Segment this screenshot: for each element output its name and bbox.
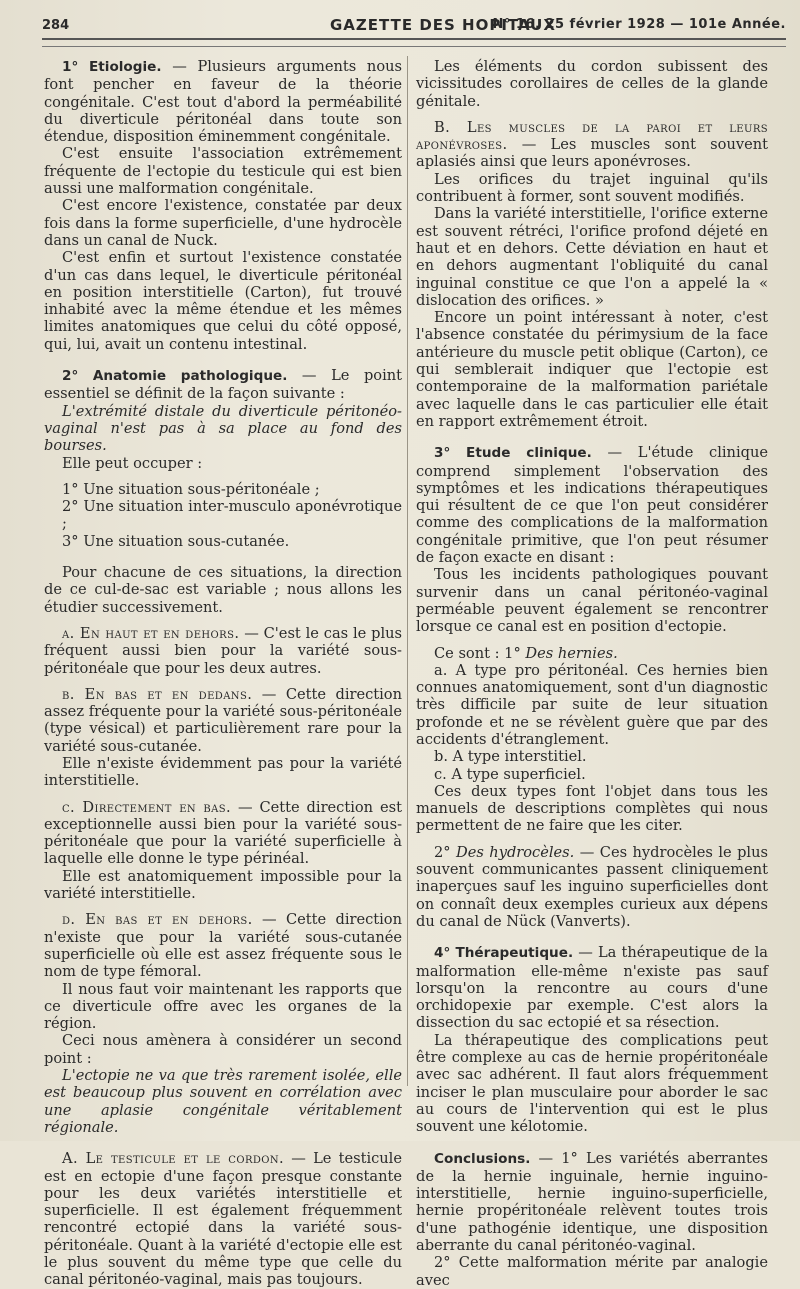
paragraph: La thérapeutique des complications peut être complexe au cas de hernie propéritonéale avec sac adhérent. Il faut alors fréquemment inciser le plan musculaire pour aborder le sac au cours de l'intervention qui est le plus souvent une kélotomie. bbox=[416, 1031, 768, 1136]
paragraph: Tous les incidents pathologiques pouvant survenir dans un canal péritonéo-vaginal perméable peuvent également se rencontrer lorsque ce canal est en position d'ectopie. bbox=[416, 566, 768, 636]
page-header bbox=[28, 14, 788, 36]
subsection-label: A. Le testicule et le cordon. bbox=[62, 1150, 285, 1168]
italic-text: Des hernies. bbox=[525, 644, 618, 662]
paragraph: Ces deux types font l'objet dans tous les manuels de descriptions complètes qui nous permettent de ne faire que les citer. bbox=[416, 782, 768, 835]
paragraph: C'est encore l'existence, constatée par deux fois dans la forme superficielle, d'une hydrocèle dans un canal de Nuck. bbox=[44, 197, 402, 249]
issue-info: N° 16, 25 février 1928 — 101e Année. bbox=[492, 17, 786, 32]
paragraph: Elle n'existe évidemment pas pour la variété interstitielle. bbox=[44, 754, 402, 790]
paragraph-text: Ce sont : 1° bbox=[434, 644, 526, 662]
section-heading-anatomie: 2° Anatomie pathologique. bbox=[62, 368, 288, 385]
situation-list bbox=[44, 481, 402, 550]
paragraph-text: 2° bbox=[434, 843, 457, 861]
paragraph bbox=[44, 58, 402, 145]
paragraph bbox=[44, 625, 402, 677]
column-divider bbox=[407, 56, 408, 1086]
paragraph: Ceci nous amènera à considérer un second point : bbox=[44, 1032, 402, 1067]
italic-paragraph bbox=[44, 1067, 402, 1136]
paragraph: Les orifices du trajet inguinal qu'ils contribuent à former, sont souvent modifiés. bbox=[416, 170, 768, 206]
paragraph: c. A type superficiel. bbox=[434, 765, 586, 783]
paragraph: Elle peut occuper : bbox=[62, 454, 203, 472]
italic-text: L'ectopie ne va que très rarement isolée, elle est beaucoup plus souvent en corrélation avec une aplasie congénitale véritablement régionale. bbox=[44, 1067, 402, 1136]
paragraph-text: — Cette direction est exceptionnelle aussi bien pour la variété sous-péritonéale que pour la variété superficielle à laquelle elle donne le type périnéal. bbox=[44, 798, 402, 868]
paragraph-text: — Cette direction assez fréquente pour la variété sous-péritonéale (type vésical) et particulièrement rare pour la variété sous-cutanée. bbox=[44, 685, 402, 755]
paragraph: b. A type interstitiel. bbox=[434, 748, 587, 766]
paragraph bbox=[44, 799, 402, 868]
subsection-label: B. Les muscles de la paroi et leurs aponévroses. bbox=[416, 118, 768, 154]
paragraph: a. A type pro péritonéal. Ces hernies bien connues anatomiquement, sont d'un diagnostic très difficile par suite de leur situation profonde et ne se révèlent guère que par des accidents d'étranglement. bbox=[416, 661, 768, 748]
header-rule bbox=[42, 38, 786, 47]
italic-text: L'extrémité distale du diverticule péritonéo-vaginal n'est pas à sa place au fond des bourses. bbox=[44, 402, 402, 455]
section-heading-etude-clinique: 3° Etude clinique. bbox=[434, 445, 592, 462]
paragraph-text: — L'étude clinique comprend simplement l'observation des symptômes et les indications thérapeutiques qui résultent de ce que l'on peut considérer comme des complications de la malformation congénitale primitive, que l'on peut résumer de façon exacte en disant : bbox=[416, 444, 768, 567]
paragraph bbox=[416, 944, 768, 1031]
paragraph: 2° Cette malformation mérite par analogie avec bbox=[416, 1254, 768, 1289]
paragraph: Encore un point intéressant à noter, c'est l'absence constatée du périmysium de la face antérieure du muscle petit oblique (Carton), ce qui semblerait indiquer que l'ectopie est contemporaine de la malformation pariétale avec laquelle dans le cas particulier elle était en rapport extrêmement étroit. bbox=[416, 309, 768, 430]
right-column bbox=[416, 58, 768, 1289]
section-heading-etiologie: 1° Etiologie. bbox=[62, 59, 162, 75]
list-item: 1° Une situation sous-péritonéale ; bbox=[62, 480, 320, 498]
paragraph bbox=[416, 645, 768, 662]
paragraph-text: — Ces hydrocèles le plus souvent communicantes passent cliniquement inaperçues sauf les inguino superficielles dont on connaît deux exemples curieux aux dépens du canal de Nück (Vanverts). bbox=[416, 843, 768, 930]
paragraph-text: — Les muscles sont souvent aplasiés ainsi que leurs aponévroses. bbox=[416, 136, 768, 171]
paragraph bbox=[416, 444, 768, 566]
paragraph-text: — 1° Les variétés aberrantes de la hernie inguinale, hernie inguino-interstitielle, hernie inguino-superficielle, hernie propéritonéale relèvent toutes trois d'une pathogénie identique, une disposition aberrante du canal péritonéo-vaginal. bbox=[416, 1149, 768, 1254]
paragraph-text: — Le point essentiel se définit de la façon suivante : bbox=[44, 367, 402, 403]
subsection-label: c. Directement en bas. bbox=[62, 798, 232, 816]
paragraph: Il nous faut voir maintenant les rapports que ce diverticule offre avec les organes de la région. bbox=[44, 980, 402, 1033]
paragraph bbox=[416, 844, 768, 930]
paragraph: Dans la variété interstitielle, l'orifice externe est souvent rétréci, l'orifice profond déjeté en haut et en dehors. Cette déviation en haut et en dehors augmentant l'obliquité du canal inguinal constitue ce que l'on a appelé la « dislocation des orifices. » bbox=[416, 205, 768, 309]
paragraph-text: — C'est le cas le plus fréquent aussi bien pour la variété sous-péritonéale que pour les deux autres. bbox=[44, 624, 403, 677]
paragraph: Les éléments du cordon subissent des vicissitudes corollaires de celles de la glande génitale. bbox=[416, 58, 768, 110]
italic-paragraph bbox=[44, 403, 402, 455]
paragraph bbox=[44, 686, 402, 755]
page-number: 284 bbox=[42, 18, 70, 33]
paragraph: Elle est anatomiquement impossible pour la variété interstitielle. bbox=[44, 867, 402, 903]
paragraph bbox=[416, 119, 768, 171]
section-heading-therapeutique: 4° Thérapeutique. bbox=[434, 945, 574, 962]
subsection-label: d. En bas et en dehors. bbox=[62, 911, 253, 929]
paragraph bbox=[44, 1150, 402, 1288]
italic-text: Des hydrocèles. bbox=[456, 843, 575, 861]
section-heading-conclusions: Conclusions. bbox=[434, 1150, 531, 1167]
subsection-label: b. En bas et en dedans. bbox=[62, 685, 253, 703]
paragraph-text: — Plusieurs arguments nous font pencher en faveur de la théorie congénitale. C'est tout d'abord la perméabilité du diverticule péritonéal dans toute son étendue, disposition éminemment congénitale. bbox=[44, 58, 402, 146]
journal-title: GAZETTE DES HOPITAUX bbox=[330, 16, 556, 34]
subsection-label: a. En haut et en dehors. bbox=[62, 624, 240, 642]
paragraph bbox=[44, 911, 402, 980]
paragraph bbox=[416, 1150, 768, 1255]
list-item: 3° Une situation sous-cutanée. bbox=[62, 532, 290, 550]
paragraph-text: — La thérapeutique de la malformation elle-même n'existe pas sauf lorsqu'on la rencontre au cours d'une orchidopexie par exemple. C'est alors la dissection du sac ectopié et sa résection. bbox=[416, 944, 768, 1032]
paragraph: C'est enfin et surtout l'existence constatée d'un cas dans lequel, le diverticule péritonéal en position interstitielle (Carton), fut trouvé inhabité avec la même étendue et les mêmes limites anatomiques que celui du côté opposé, qui, lui, avait un contenu intestinal. bbox=[44, 249, 402, 353]
paragraph-text: — Cette direction n'existe que pour la variété sous-cutanée superficielle où elle est assez fréquente sous le nom de type fémoral. bbox=[44, 911, 402, 981]
paragraph: C'est ensuite l'association extrêmement fréquente de l'ectopie du testicule qui est bien aussi une malformation congénitale. bbox=[44, 145, 402, 198]
left-column bbox=[44, 58, 402, 1289]
paragraph bbox=[44, 367, 402, 403]
list-item: 2° Une situation inter-musculo aponévrotique ; bbox=[62, 498, 402, 533]
paragraph: Pour chacune de ces situations, la direction de ce cul-de-sac est variable ; nous allons les étudier successivement. bbox=[44, 564, 402, 616]
paragraph-text: — Le testicule est en ectopie d'une façon presque constante pour les deux variétés interstitielle et superficielle. Il est également fréquemment rencontré ectopié dans la variété sous-péritonéale. Quant à la variété d'ectopie elle est le plus souvent du même type que celle du canal péritonéo-vaginal, mais pas toujours. bbox=[44, 1150, 402, 1289]
